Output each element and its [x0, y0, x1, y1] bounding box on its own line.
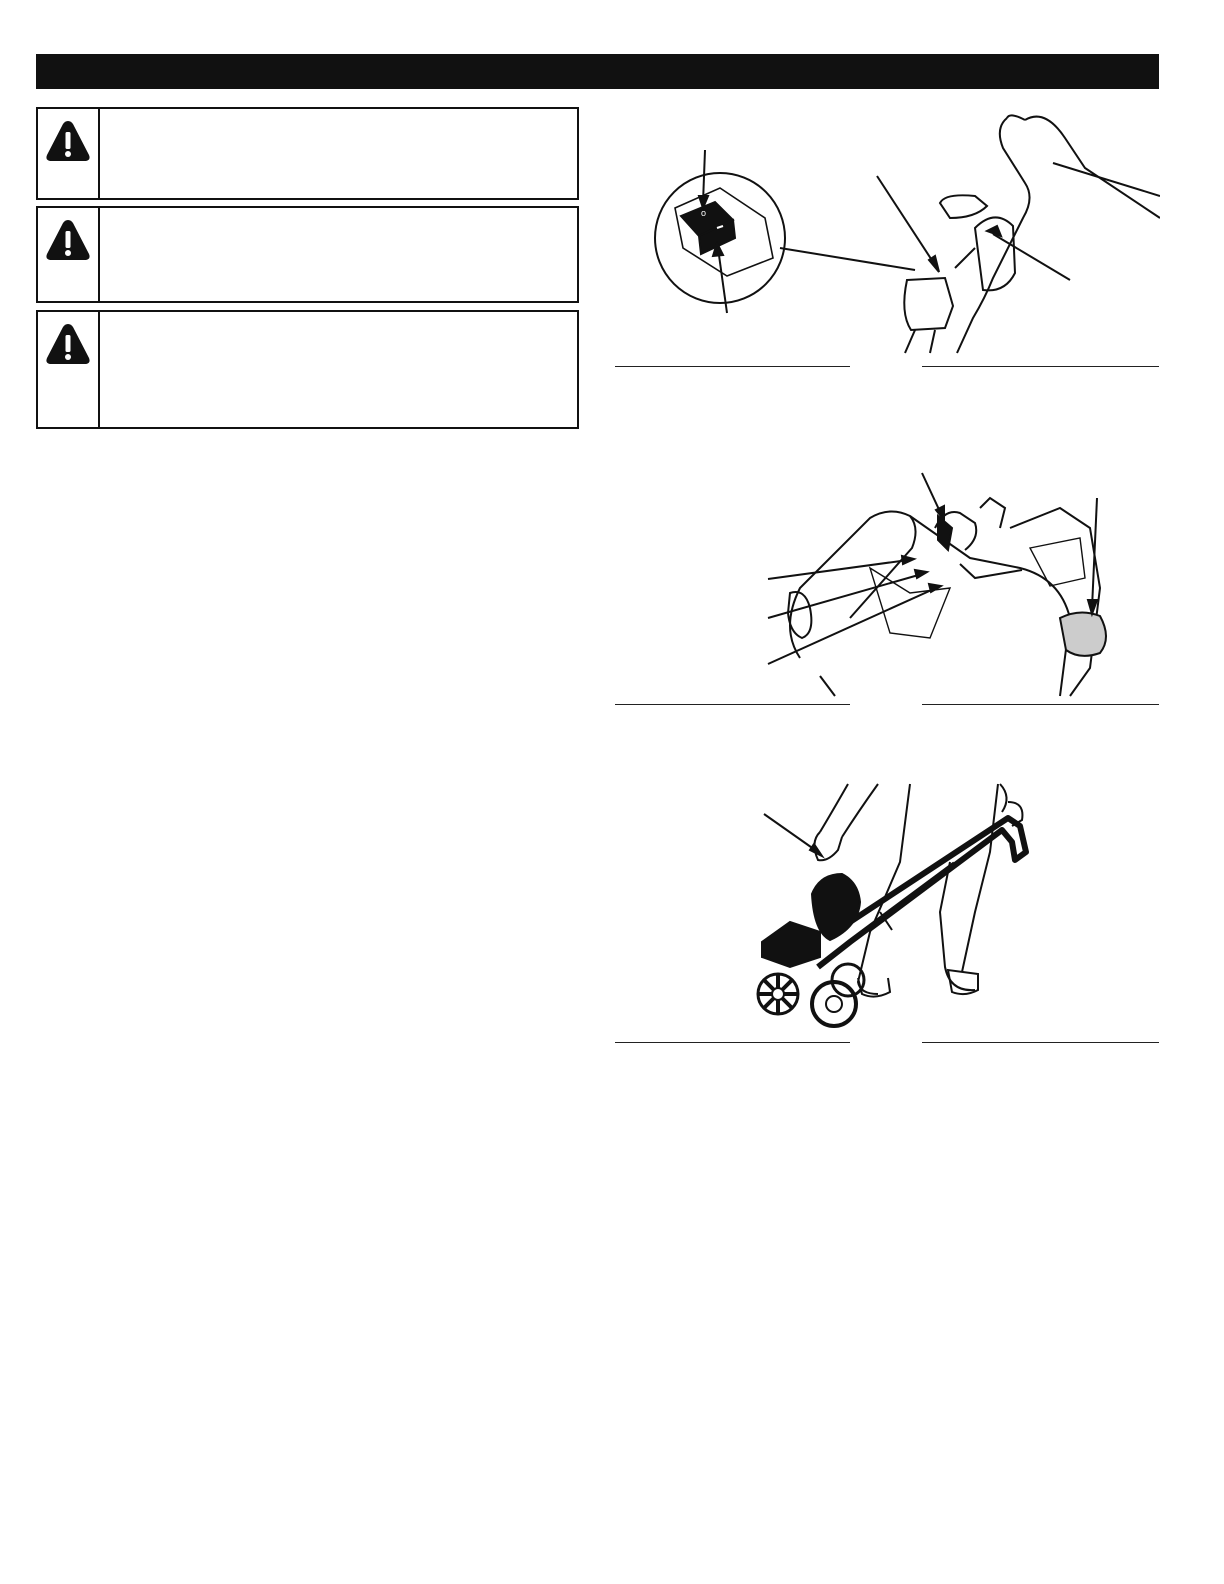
callout-line — [768, 574, 922, 618]
figure-motor-housing — [760, 468, 1160, 698]
warning-triangle-icon — [45, 322, 91, 366]
callout-line — [768, 588, 936, 664]
air-filter-cap-icon — [1060, 612, 1106, 655]
caption-rule-left — [615, 366, 850, 367]
warning-text — [100, 312, 577, 427]
warning-icon-cell — [38, 312, 100, 427]
motor-housing-icon — [812, 874, 860, 940]
caption-rule-right — [922, 704, 1159, 705]
section-header-bar — [36, 54, 1159, 89]
callout-line — [877, 176, 937, 268]
warning-box-2 — [36, 206, 579, 303]
caption-rule-right — [922, 1042, 1159, 1043]
warning-triangle-icon — [45, 218, 91, 262]
warning-icon-cell — [38, 109, 100, 198]
warning-icon-cell — [38, 208, 100, 301]
warning-text — [100, 109, 577, 198]
warning-text — [100, 208, 577, 301]
figure-switch-handle — [615, 108, 1160, 358]
caption-rule-left — [615, 704, 850, 705]
figure-operator-tiller — [750, 782, 1040, 1032]
caption-rule-right — [922, 366, 1159, 367]
warning-triangle-icon — [45, 119, 91, 163]
svg-text:o: o — [701, 208, 707, 218]
warning-box-1 — [36, 107, 579, 200]
warning-box-3 — [36, 310, 579, 429]
caption-rule-left — [615, 1042, 850, 1043]
callout-line — [1092, 498, 1097, 608]
callout-line — [764, 814, 818, 852]
